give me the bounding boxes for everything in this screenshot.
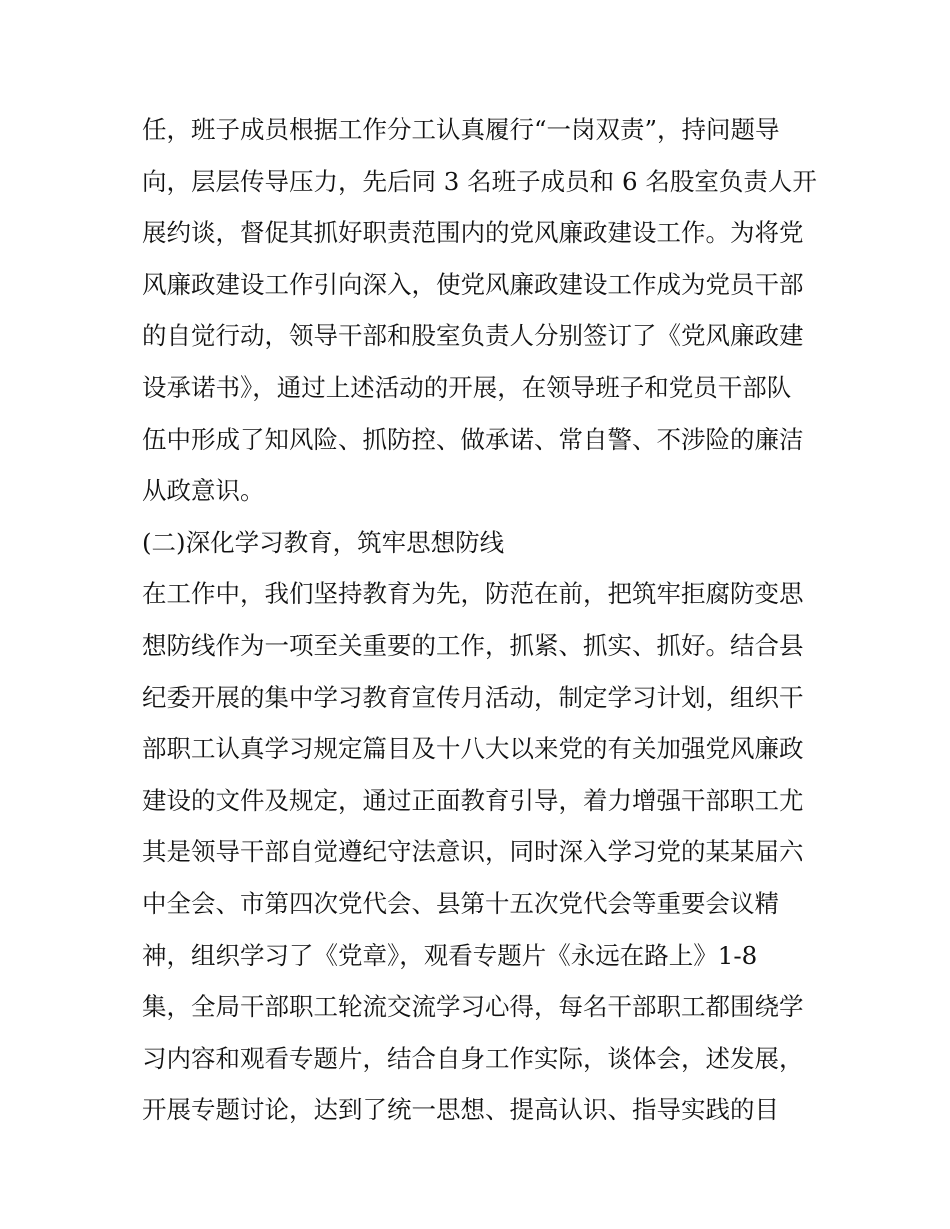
text-line: 中全会、市第四次党代会、县第十五次党代会等重要会议精 [142, 888, 779, 918]
text-line: 开展专题讨论，达到了统一思想、提高认识、指导实践的目 [142, 1095, 779, 1125]
section-heading: (二)深化学习教育，筑牢思想防线 [142, 527, 505, 557]
text-line: 的自觉行动，领导干部和股室负责人分别签订了《党风廉政建 [142, 321, 804, 351]
body-text [142, 104, 822, 1136]
text-line: 任，班子成员根据工作分工认真履行“一岗双责”，持问题导 [142, 115, 780, 144]
text-line: 从政意识。 [142, 476, 265, 506]
text-line: 神，组织学习了《党章》，观看专题片《永远在路上》1-8 [142, 940, 758, 970]
text-line: 建设的文件及规定，通过正面教育引导，着力增强干部职工尤 [142, 785, 804, 815]
text-line: 向，层层传导压力，先后同 3 名班子成员和 6 名股室负责人开 [142, 166, 817, 196]
text-line: 想防线作为一项至关重要的工作，抓紧、抓实、抓好。结合县 [142, 630, 804, 660]
text-line: 习内容和观看专题片，结合自身工作实际，谈体会，述发展， [142, 1043, 804, 1073]
text-line: 展约谈，督促其抓好职责范围内的党风廉政建设工作。为将党 [142, 218, 804, 248]
text-line: 风廉政建设工作引向深入，使党风廉政建设工作成为党员干部 [142, 269, 804, 299]
text-line: 其是领导干部自觉遵纪守法意识，同时深入学习党的某某届六 [142, 837, 804, 867]
text-line: 部职工认真学习规定篇目及十八大以来党的有关加强党风廉政 [142, 734, 804, 764]
text-line: 设承诺书》，通过上述活动的开展，在领导班子和党员干部队 [142, 372, 792, 402]
text-line: 在工作中，我们坚持教育为先，防范在前，把筑牢拒腐防变思 [142, 579, 804, 609]
text-line: 纪委开展的集中学习教育宣传月活动，制定学习计划，组织干 [142, 682, 804, 712]
text-line: 集，全局干部职工轮流交流学习心得，每名干部职工都围绕学 [142, 992, 804, 1022]
text-line: 伍中形成了知风险、抓防控、做承诺、常自警、不涉险的廉洁 [142, 424, 804, 454]
